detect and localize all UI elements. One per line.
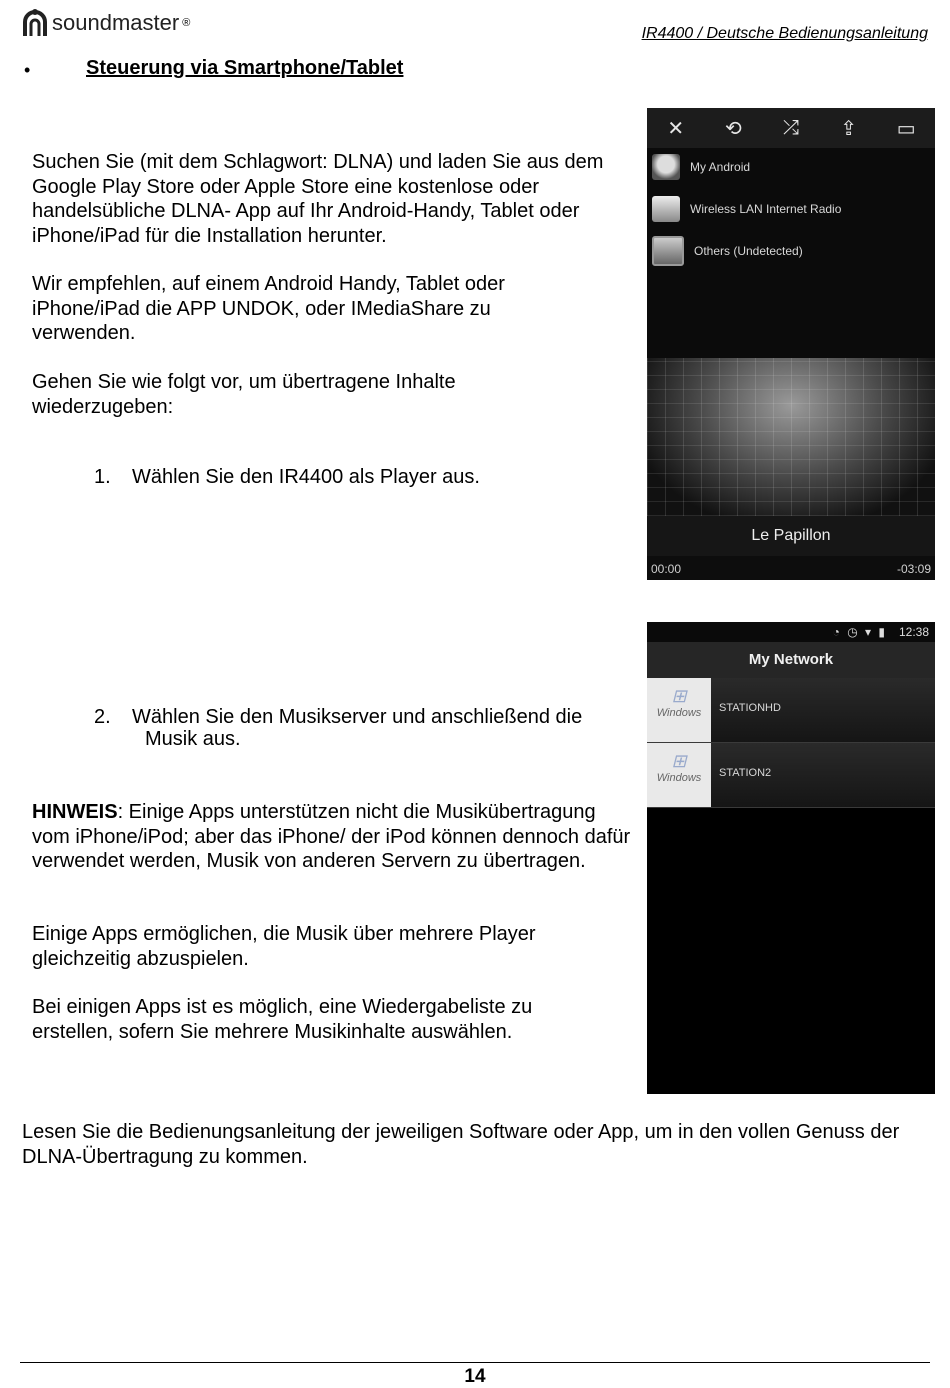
step-1-number: 1. xyxy=(94,466,111,488)
server-item xyxy=(647,678,935,743)
close-icon: ✕ xyxy=(667,117,685,140)
paragraph-playlist: Bei einigen Apps ist es möglich, eine Wiedergabeliste zu erstellen, sofern Sie mehrere Musikinhalte auswählen. xyxy=(32,996,533,1043)
brand-logo xyxy=(22,8,190,38)
step-2-text: Wählen Sie den Musikserver und anschließend die xyxy=(132,706,583,728)
monitor-icon xyxy=(652,236,684,266)
network-header: My Network xyxy=(647,642,935,678)
visualizer-graphic xyxy=(647,358,935,516)
note-text: : Einige Apps unterstützen nicht die Musikübertragung vom iPhone/iPod; aber das iPhone/ der iPod können dennoch dafür verwendet werden, Musik von anderen Servern zu übertragen. xyxy=(32,801,631,872)
player-toolbar xyxy=(647,108,935,148)
device-item xyxy=(647,146,935,188)
device-label: Others (Undetected) xyxy=(694,244,803,258)
shuffle-icon: ⤮ xyxy=(782,116,799,139)
song-title: Le Papillon xyxy=(647,516,935,556)
document-title: IR4400 / Deutsche Bedienungsanleitung xyxy=(641,25,928,42)
windows-media-player-icon: ⊞ Windows xyxy=(647,678,711,742)
screen-icon: ▭ xyxy=(896,117,916,140)
server-label: STATION2 xyxy=(719,767,772,779)
step-2-text-continued: Musik aus. xyxy=(145,728,241,750)
android-icon xyxy=(652,154,680,180)
paragraph-procedure-intro: Gehen Sie wie folgt vor, um übertragene Inhalte wiederzugeben: xyxy=(32,371,456,418)
server-item xyxy=(647,743,935,808)
repeat-icon: ⟲ xyxy=(725,117,742,140)
footer-divider xyxy=(20,1362,930,1363)
note-paragraph xyxy=(32,800,632,874)
windows-icon-label: Windows xyxy=(656,707,702,719)
device-label: Wireless LAN Internet Radio xyxy=(690,202,842,216)
paragraph-read-manual: Lesen Sie die Bedienungsanleitung der jeweiligen Software oder App, um in den vollen Genuss der DLNA-Übertragung zu kommen. xyxy=(22,1121,900,1168)
time-elapsed: 00:00 xyxy=(651,562,682,576)
logo-registered-mark: ® xyxy=(182,17,191,29)
step-2-number: 2. xyxy=(94,706,111,728)
device-label: My Android xyxy=(690,160,751,174)
progress-bar xyxy=(647,556,935,580)
soundmaster-logo-icon xyxy=(22,8,48,38)
share-icon: ⇪ xyxy=(840,117,857,140)
paragraph-multi-player: Einige Apps ermöglichen, die Musik über mehrere Player gleichzeitig abzuspielen. xyxy=(32,923,536,970)
bullet-icon: • xyxy=(24,60,31,80)
radio-icon xyxy=(652,196,680,222)
status-bar xyxy=(647,622,935,642)
clock: 12:38 xyxy=(898,625,929,639)
paragraph-recommendation: Wir empfehlen, auf einem Android Handy, Tablet oder iPhone/iPad die APP UNDOK, oder IMediaShare zu verwenden. xyxy=(32,273,505,344)
step-1-text: Wählen Sie den IR4400 als Player aus. xyxy=(132,466,480,488)
windows-media-player-icon: ⊞ Windows xyxy=(647,743,711,807)
server-label: STATIONHD xyxy=(719,702,781,714)
windows-icon-label: Windows xyxy=(656,772,702,784)
paragraph-search-app: Suchen Sie (mit dem Schlagwort: DLNA) und laden Sie aus dem Google Play Store oder Apple Store eine kostenlose oder handelsübliche DLNA- App auf Ihr Android-Handy, Tablet oder iPhone/iPad für die Installation herunter. xyxy=(32,151,604,247)
player-app-screenshot xyxy=(647,108,935,580)
logo-text: soundmaster xyxy=(52,10,180,35)
status-icons: ◔ ◷ ▾ ▮ xyxy=(832,625,887,639)
device-item xyxy=(647,188,935,230)
time-remaining: -03:09 xyxy=(896,562,931,576)
network-app-screenshot xyxy=(647,622,935,1094)
page-number: 14 xyxy=(464,1366,486,1387)
section-title: Steuerung via Smartphone/Tablet xyxy=(86,57,404,79)
device-item xyxy=(647,230,935,272)
note-label: HINWEIS xyxy=(32,801,118,823)
